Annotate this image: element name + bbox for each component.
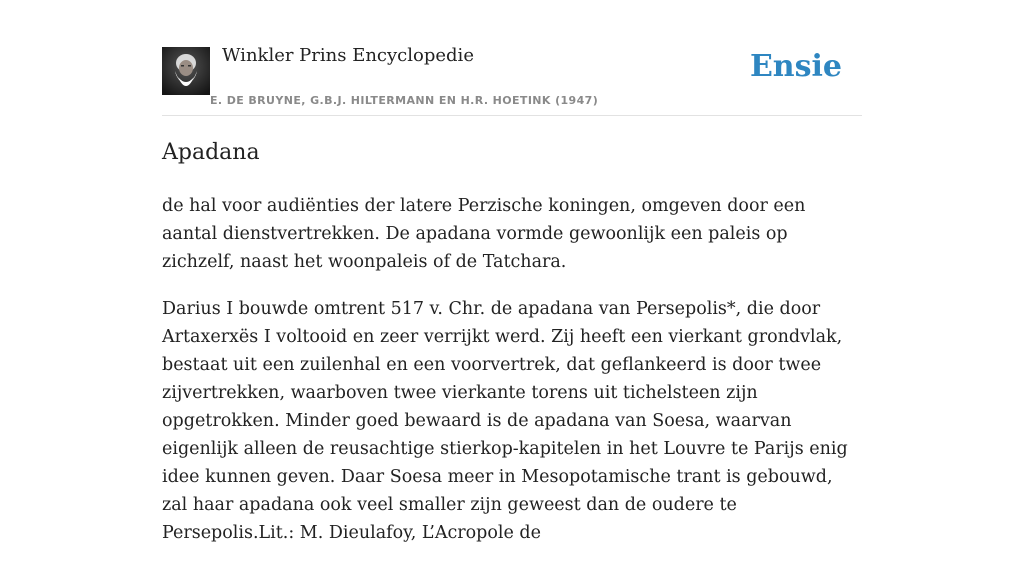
content-column <box>162 0 862 543</box>
author-avatar[interactable] <box>162 47 210 95</box>
entry-body <box>162 192 862 566</box>
source-header <box>162 0 862 116</box>
book-title[interactable]: Winkler Prins Encyclopedie <box>222 45 474 66</box>
book-authors: E. DE BRUYNE, G.B.J. HILTERMANN EN H.R. HOETINK (1947) <box>210 94 599 107</box>
paragraph: Darius I bouwde omtrent 517 v. Chr. de apadana van Persepolis*, die door Artaxerxës I voltooid en zeer verrijkt werd. Zij heeft een vierkant grondvlak, bestaat uit een zuilenhal en een voorvertrek, dat geflankeerd is door twee zijvertrekken, waarboven twee vierkante torens uit tichelsteen zijn opgetrokken. Minder goed bewaard is de apadana van Soesa, waarvan eigenlijk alleen de reusachtige stierkop-kapitelen in het Louvre te Parijs enig idee kunnen geven. Daar Soesa meer in Mesopotamische trant is gebouwd, zal haar apadana ook veel smaller zijn geweest dan de oudere te Persepolis.Lit.: M. Dieulafoy, L’Acropole de <box>162 299 848 543</box>
paragraph: de hal voor audiënties der latere Perzische koningen, omgeven door een aantal dienstvertrekken. De apadana vormde gewoonlijk een paleis op zichzelf, naast het woonpaleis of de Tatchara. <box>162 196 806 272</box>
ensie-logo-link[interactable]: Ensie <box>749 49 842 84</box>
author-portrait-icon <box>162 47 210 95</box>
entry-title: Apadana <box>162 140 260 165</box>
